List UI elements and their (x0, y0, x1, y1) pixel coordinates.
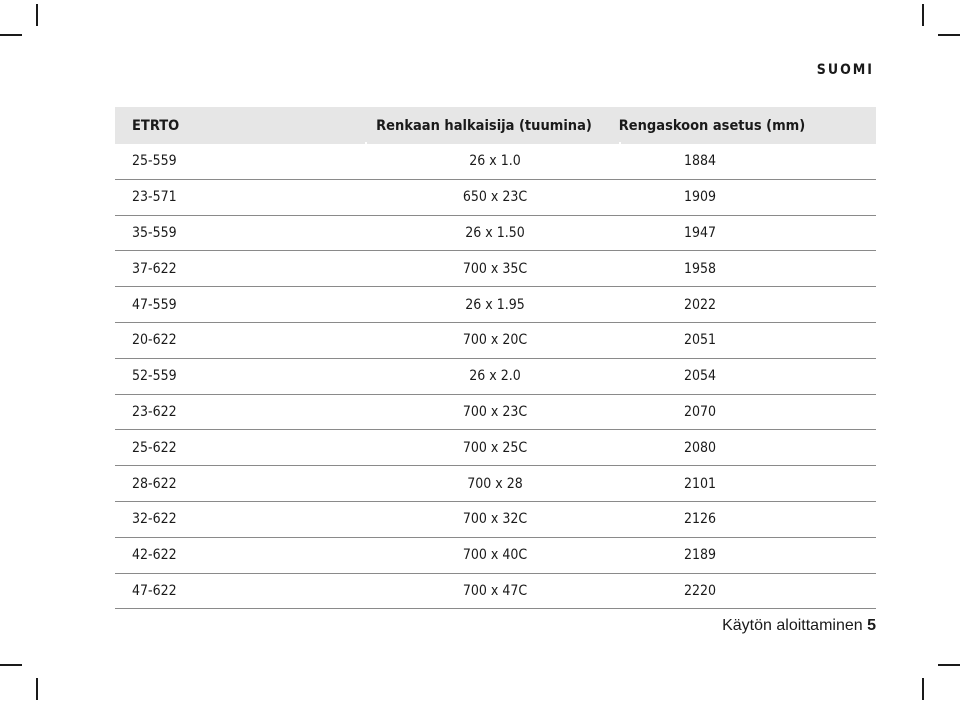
setting-cell: 2051 (683, 332, 717, 349)
table-row (115, 216, 876, 252)
etrto-cell: 47-622 (132, 582, 177, 599)
etrto-cell: 28-622 (132, 475, 177, 492)
diameter-cell: 700 x 23C (462, 403, 528, 420)
etrto-cell: 52-559 (132, 368, 177, 385)
etrto-cell: 47-559 (132, 296, 177, 313)
crop-mark (0, 664, 22, 666)
etrto-cell: 25-559 (132, 153, 177, 170)
column-header-etrto: ETRTO (132, 117, 180, 134)
page-number: 5 (867, 617, 876, 634)
table-row (115, 395, 876, 431)
diameter-cell: 700 x 32C (462, 511, 528, 528)
setting-cell: 1909 (683, 189, 717, 206)
crop-mark (36, 4, 38, 26)
table-header-row (115, 107, 876, 144)
diameter-cell: 700 x 47C (462, 582, 528, 599)
setting-cell: 2101 (683, 475, 717, 492)
table-row (115, 574, 876, 610)
diameter-cell: 700 x 35C (462, 260, 528, 277)
table-row (115, 180, 876, 216)
etrto-cell: 20-622 (132, 332, 177, 349)
crop-mark (0, 34, 22, 36)
setting-cell: 2189 (683, 547, 717, 564)
setting-cell: 1947 (683, 224, 717, 241)
setting-cell: 2220 (683, 582, 717, 599)
table-row (115, 466, 876, 502)
crop-mark (922, 4, 924, 26)
diameter-cell: 26 x 1.95 (465, 296, 525, 313)
setting-cell: 1958 (683, 260, 717, 277)
setting-cell: 2126 (683, 511, 717, 528)
diameter-cell: 26 x 1.0 (469, 153, 521, 170)
tire-size-table (115, 107, 876, 609)
diameter-cell: 700 x 20C (462, 332, 528, 349)
setting-cell: 2054 (683, 368, 717, 385)
diameter-cell: 650 x 23C (462, 189, 528, 206)
etrto-cell: 32-622 (132, 511, 177, 528)
table-row (115, 538, 876, 574)
crop-mark (938, 664, 960, 666)
etrto-cell: 25-622 (132, 439, 177, 456)
setting-cell: 1884 (683, 153, 717, 170)
etrto-cell: 23-571 (132, 189, 177, 206)
table-row (115, 287, 876, 323)
etrto-cell: 37-622 (132, 260, 177, 277)
etrto-cell: 42-622 (132, 547, 177, 564)
table-row (115, 430, 876, 466)
etrto-cell: 35-559 (132, 224, 177, 241)
table-row (115, 323, 876, 359)
language-label: SUOMI (816, 62, 874, 78)
table-row (115, 251, 876, 287)
setting-cell: 2022 (683, 296, 717, 313)
crop-mark (938, 34, 960, 36)
column-header-diameter: Renkaan halkaisija (tuumina) (376, 117, 592, 134)
diameter-cell: 26 x 2.0 (469, 368, 521, 385)
diameter-cell: 26 x 1.50 (465, 224, 525, 241)
page-footer (722, 617, 876, 635)
table-row (115, 359, 876, 395)
crop-mark (36, 678, 38, 700)
diameter-cell: 700 x 40C (462, 547, 528, 564)
diameter-cell: 700 x 25C (462, 439, 528, 456)
crop-mark (922, 678, 924, 700)
etrto-cell: 23-622 (132, 403, 177, 420)
column-header-setting: Rengaskoon asetus (mm) (618, 117, 806, 134)
footer-section-title: Käytön aloittaminen (722, 617, 863, 634)
table-body (115, 144, 876, 609)
table-row (115, 144, 876, 180)
setting-cell: 2070 (683, 403, 717, 420)
diameter-cell: 700 x 28 (467, 475, 523, 492)
setting-cell: 2080 (683, 439, 717, 456)
table-row (115, 502, 876, 538)
